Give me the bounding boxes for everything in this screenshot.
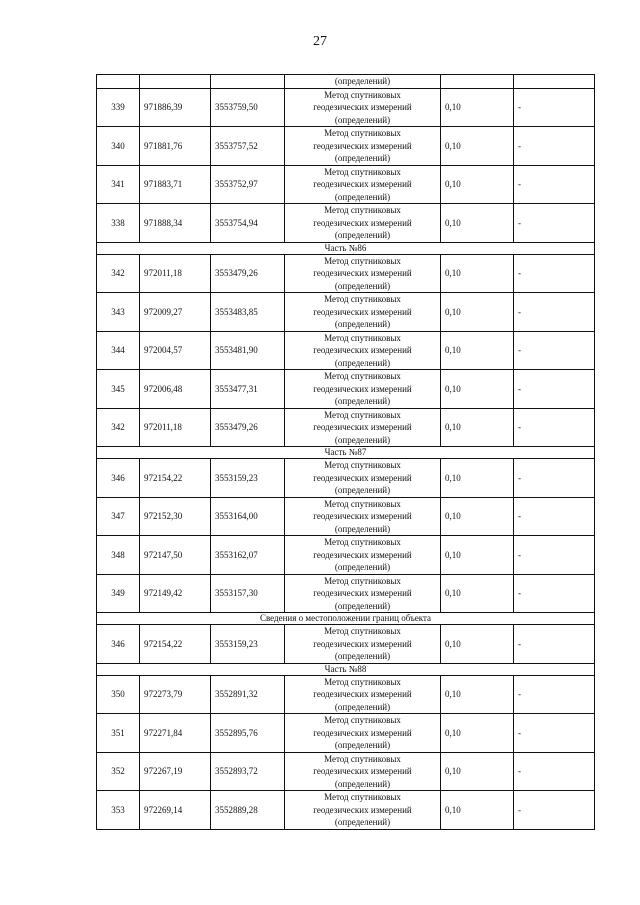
coordinate-y: 3553479,26 — [211, 254, 285, 293]
method-line: Метод спутниковых — [324, 205, 401, 215]
method-cell — [285, 408, 441, 447]
table-row — [97, 165, 595, 204]
coordinate-y: 3553757,52 — [211, 127, 285, 166]
point-number: 346 — [97, 625, 140, 664]
note-value: - — [514, 127, 595, 166]
coordinate-x: 972271,84 — [140, 714, 211, 753]
method-line: Метод спутниковых — [324, 166, 401, 177]
method-line: Метод спутниковых — [324, 460, 401, 470]
coordinate-y: 3552893,72 — [211, 752, 285, 791]
point-number: 344 — [97, 331, 140, 370]
method-line: геодезических измерений — [313, 549, 412, 560]
coordinate-x: 971883,71 — [140, 165, 211, 204]
coordinate-x: 972273,79 — [140, 675, 211, 714]
coordinate-x: 972149,42 — [140, 574, 211, 613]
method-line: геодезических измерений — [313, 588, 412, 598]
coordinate-x: 972152,30 — [140, 497, 211, 536]
method-line: геодезических измерений — [313, 727, 412, 738]
coordinates-table — [96, 74, 595, 830]
note-value: - — [514, 574, 595, 613]
method-line: Метод спутниковых — [324, 792, 401, 802]
section-header-row — [97, 613, 595, 625]
coordinate-x: 972267,19 — [140, 752, 211, 791]
accuracy-value: 0,10 — [441, 408, 514, 447]
accuracy-value: 0,10 — [441, 752, 514, 791]
method-cell — [285, 574, 441, 613]
table-row — [97, 88, 595, 127]
table-row — [97, 254, 595, 293]
method-line: геодезических измерений — [313, 102, 412, 112]
method-line: Метод спутниковых — [324, 575, 401, 586]
accuracy-value: 0,10 — [441, 675, 514, 714]
cell-number — [97, 75, 140, 89]
coordinate-y: 3553481,90 — [211, 331, 285, 370]
note-value: - — [514, 408, 595, 447]
method-line: Метод спутниковых — [324, 715, 401, 725]
cell-y — [211, 75, 285, 89]
method-cell — [285, 254, 441, 293]
method-line: геодезических измерений — [313, 345, 412, 355]
point-number: 346 — [97, 459, 140, 498]
coordinate-x: 972154,22 — [140, 459, 211, 498]
point-number: 342 — [97, 408, 140, 447]
method-line: геодезических измерений — [313, 422, 412, 432]
coordinate-y: 3553479,26 — [211, 408, 285, 447]
method-line: (определений) — [334, 600, 391, 611]
accuracy-value: 0,10 — [441, 459, 514, 498]
method-line: Метод спутниковых — [324, 626, 401, 636]
accuracy-value: 0,10 — [441, 497, 514, 536]
section-title: Часть №86 — [97, 242, 595, 254]
table-row — [97, 204, 595, 243]
method-cell — [285, 127, 441, 166]
accuracy-value: 0,10 — [441, 331, 514, 370]
method-line: (определений) — [334, 701, 391, 712]
table-row — [97, 331, 595, 370]
method-cell — [285, 204, 441, 243]
coordinate-x: 972147,50 — [140, 536, 211, 575]
method-line: (определений) — [334, 319, 391, 329]
note-value: - — [514, 88, 595, 127]
method-line: геодезических измерений — [313, 472, 412, 483]
method-cell — [285, 536, 441, 575]
method-cell — [285, 752, 441, 791]
point-number: 345 — [97, 370, 140, 409]
point-number: 341 — [97, 165, 140, 204]
coordinate-y: 3553752,97 — [211, 165, 285, 204]
method-line: геодезических измерений — [313, 689, 412, 699]
table-row — [97, 408, 595, 447]
section-header-row — [97, 663, 595, 675]
method-cell — [285, 293, 441, 332]
point-number: 338 — [97, 204, 140, 243]
point-number: 342 — [97, 254, 140, 293]
section-header-row — [97, 242, 595, 254]
note-value: - — [514, 165, 595, 204]
coordinate-y: 3553162,07 — [211, 536, 285, 575]
note-value: - — [514, 204, 595, 243]
method-line: (определений) — [334, 434, 391, 445]
cell-accuracy — [441, 75, 514, 89]
method-line: геодезических измерений — [313, 766, 412, 776]
coordinates-table-body — [97, 75, 595, 830]
method-line: (определений) — [334, 230, 391, 240]
method-line: (определений) — [334, 114, 391, 125]
method-line: (определений) — [334, 817, 391, 827]
table-row — [97, 497, 595, 536]
table-row — [97, 675, 595, 714]
method-line: (определений) — [334, 153, 391, 163]
accuracy-value: 0,10 — [441, 254, 514, 293]
coordinate-y: 3553754,94 — [211, 204, 285, 243]
method-line: Метод спутниковых — [324, 332, 401, 343]
accuracy-value: 0,10 — [441, 574, 514, 613]
coordinate-y: 3553159,23 — [211, 625, 285, 664]
coordinate-y: 3552889,28 — [211, 791, 285, 830]
method-line: геодезических измерений — [313, 511, 412, 521]
method-cell — [285, 497, 441, 536]
point-number: 350 — [97, 675, 140, 714]
method-line: (определений) — [334, 396, 391, 406]
method-line: геодезических измерений — [313, 306, 412, 317]
section-title: Часть №87 — [97, 447, 595, 459]
section-title: Сведения о местоположении границ объекта — [97, 613, 595, 625]
note-value: - — [514, 459, 595, 498]
point-number: 340 — [97, 127, 140, 166]
table-row — [97, 127, 595, 166]
point-number: 343 — [97, 293, 140, 332]
table-row — [97, 714, 595, 753]
cell-method-continuation: (определений) — [285, 75, 441, 89]
point-number: 349 — [97, 574, 140, 613]
note-value: - — [514, 675, 595, 714]
method-cell — [285, 331, 441, 370]
coordinate-x: 972004,57 — [140, 331, 211, 370]
note-value: - — [514, 714, 595, 753]
method-line: Метод спутниковых — [324, 128, 401, 138]
method-line: Метод спутниковых — [324, 498, 401, 509]
table-row — [97, 459, 595, 498]
table-row — [97, 791, 595, 830]
method-line: Метод спутниковых — [324, 537, 401, 547]
coordinate-y: 3553483,85 — [211, 293, 285, 332]
method-line: (определений) — [334, 778, 391, 789]
table-row — [97, 293, 595, 332]
continuation-row — [97, 75, 595, 89]
accuracy-value: 0,10 — [441, 714, 514, 753]
page-number: 27 — [313, 34, 327, 49]
method-line: Метод спутниковых — [324, 409, 401, 420]
method-cell — [285, 459, 441, 498]
coordinate-x: 972154,22 — [140, 625, 211, 664]
method-line: Метод спутниковых — [324, 371, 401, 381]
method-line: геодезических измерений — [313, 638, 412, 649]
method-cell — [285, 625, 441, 664]
method-line: Метод спутниковых — [324, 294, 401, 304]
point-number: 353 — [97, 791, 140, 830]
table-row — [97, 752, 595, 791]
method-line: геодезических измерений — [313, 179, 412, 189]
method-line: геодезических измерений — [313, 140, 412, 151]
table-row — [97, 625, 595, 664]
accuracy-value: 0,10 — [441, 165, 514, 204]
method-line: Метод спутниковых — [324, 89, 401, 100]
note-value: - — [514, 625, 595, 664]
accuracy-value: 0,10 — [441, 536, 514, 575]
method-line: геодезических измерений — [313, 217, 412, 228]
coordinate-x: 971888,34 — [140, 204, 211, 243]
method-line: (определений) — [334, 280, 391, 291]
method-cell — [285, 165, 441, 204]
method-line: геодезических измерений — [313, 268, 412, 278]
accuracy-value: 0,10 — [441, 88, 514, 127]
coordinate-x: 972011,18 — [140, 408, 211, 447]
method-line: Метод спутниковых — [324, 255, 401, 266]
accuracy-value: 0,10 — [441, 127, 514, 166]
accuracy-value: 0,10 — [441, 204, 514, 243]
point-number: 348 — [97, 536, 140, 575]
section-header-row — [97, 447, 595, 459]
note-value: - — [514, 536, 595, 575]
accuracy-value: 0,10 — [441, 791, 514, 830]
coordinate-y: 3553159,23 — [211, 459, 285, 498]
note-value: - — [514, 752, 595, 791]
method-line: геодезических измерений — [313, 383, 412, 394]
point-number: 351 — [97, 714, 140, 753]
method-line: Метод спутниковых — [324, 753, 401, 764]
accuracy-value: 0,10 — [441, 293, 514, 332]
method-cell — [285, 88, 441, 127]
method-line: геодезических измерений — [313, 804, 412, 815]
coordinate-y: 3552895,76 — [211, 714, 285, 753]
method-line: Метод спутниковых — [324, 676, 401, 687]
section-title: Часть №88 — [97, 663, 595, 675]
note-value: - — [514, 293, 595, 332]
cell-note — [514, 75, 595, 89]
coordinate-x: 972269,14 — [140, 791, 211, 830]
note-value: - — [514, 254, 595, 293]
point-number: 352 — [97, 752, 140, 791]
note-value: - — [514, 370, 595, 409]
coordinate-x: 972006,48 — [140, 370, 211, 409]
method-cell — [285, 791, 441, 830]
coordinate-x: 972011,18 — [140, 254, 211, 293]
method-line: (определений) — [334, 485, 391, 495]
method-cell — [285, 370, 441, 409]
method-line: (определений) — [334, 740, 391, 750]
coordinate-y: 3553157,30 — [211, 574, 285, 613]
method-line: (определений) — [334, 562, 391, 572]
cell-x — [140, 75, 211, 89]
method-cell — [285, 675, 441, 714]
coordinate-y: 3553759,50 — [211, 88, 285, 127]
accuracy-value: 0,10 — [441, 370, 514, 409]
coordinate-y: 3553477,31 — [211, 370, 285, 409]
method-cell — [285, 714, 441, 753]
point-number: 347 — [97, 497, 140, 536]
table-row — [97, 536, 595, 575]
coordinate-x: 971886,39 — [140, 88, 211, 127]
coordinate-x: 971881,76 — [140, 127, 211, 166]
method-line: (определений) — [334, 191, 391, 202]
note-value: - — [514, 331, 595, 370]
note-value: - — [514, 791, 595, 830]
method-line: (определений) — [334, 651, 391, 661]
accuracy-value: 0,10 — [441, 625, 514, 664]
coordinate-x: 972009,27 — [140, 293, 211, 332]
coordinate-y: 3552891,32 — [211, 675, 285, 714]
method-line: (определений) — [334, 357, 391, 368]
table-row — [97, 370, 595, 409]
coordinate-y: 3553164,00 — [211, 497, 285, 536]
point-number: 339 — [97, 88, 140, 127]
note-value: - — [514, 497, 595, 536]
table-row — [97, 574, 595, 613]
method-line: (определений) — [334, 523, 391, 534]
